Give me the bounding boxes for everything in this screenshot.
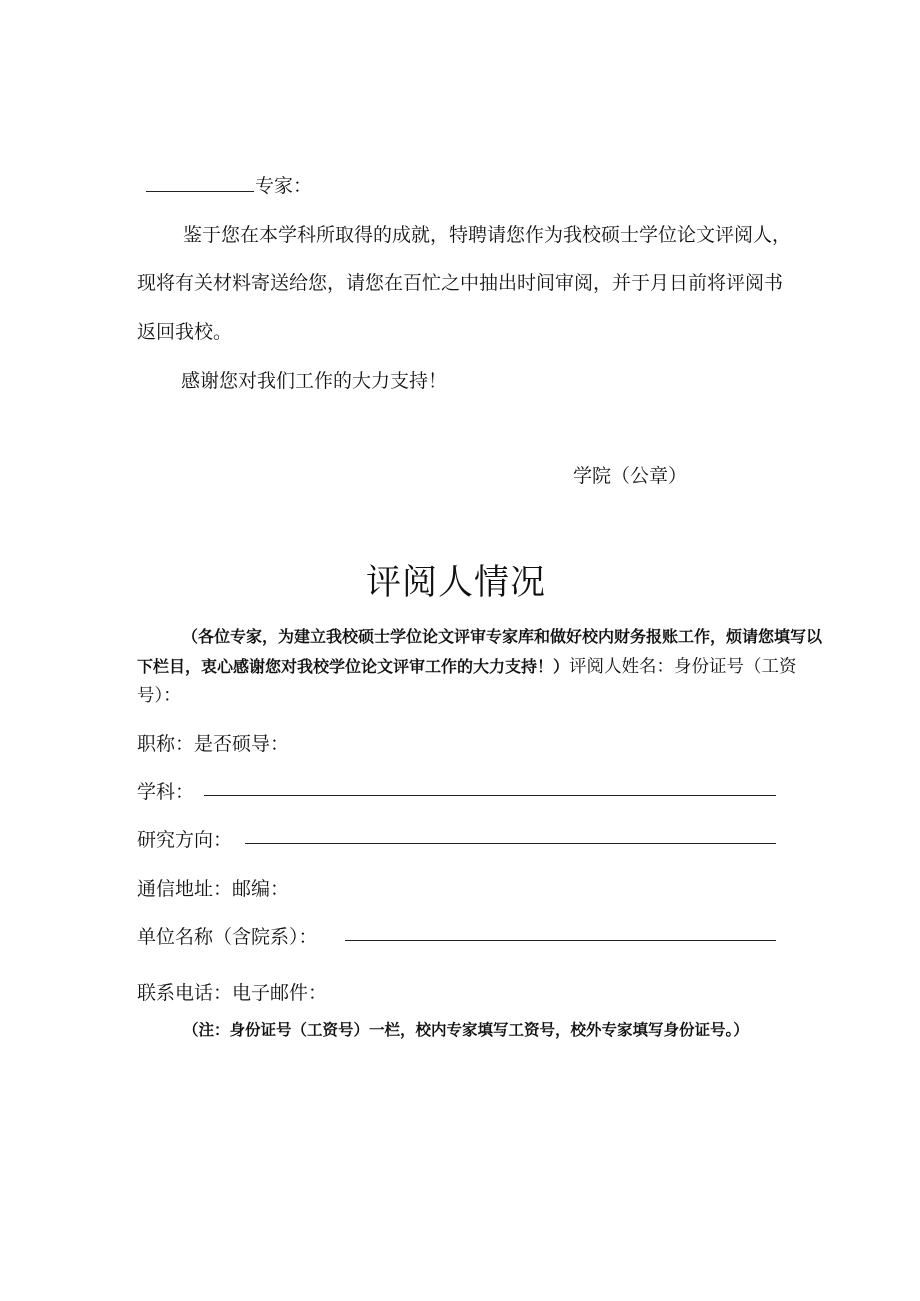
expert-name-blank[interactable] bbox=[146, 191, 254, 192]
field-discipline-label: 学科： bbox=[137, 781, 195, 803]
reviewer-intro bbox=[137, 622, 827, 711]
footnote: （注：身份证号（工资号）一栏，校内专家填写工资号，校外专家填写身份证号。） bbox=[183, 1021, 749, 1039]
letter-thanks: 感谢您对我们工作的大力支持！ bbox=[181, 370, 448, 392]
field-research-label: 研究方向： bbox=[137, 829, 233, 851]
field-phone-email: 联系电话：电子邮件： bbox=[137, 982, 328, 1004]
letter-paragraph-line-3: 返回我校。 bbox=[137, 321, 233, 343]
field-address-postcode: 通信地址：邮编： bbox=[137, 878, 290, 900]
intro-fields: 评阅人姓名：身份证号（工资号）： bbox=[137, 657, 797, 706]
field-research-line[interactable] bbox=[245, 843, 776, 844]
reviewer-title: 评阅人情况 bbox=[366, 563, 547, 603]
intro-request: （各位专家，为建立我校硕士学位论文评审专家库和做好校内财务报账工作，烦请您填写以下栏目，衷心感谢您对我校学位论文评审工作的大力支持！） bbox=[137, 627, 823, 676]
letter-paragraph-line-2: 现将有关材料寄送给您，请您在百忙之中抽出时间审阅，并于月日前将评阅书 bbox=[137, 272, 784, 294]
salutation: 专家： bbox=[255, 175, 313, 197]
signature-seal: 学院（公章） bbox=[573, 465, 688, 487]
field-title-supervisor: 职称：是否硕导： bbox=[137, 733, 290, 755]
field-organization-label: 单位名称（含院系）： bbox=[137, 926, 318, 948]
field-discipline-line[interactable] bbox=[204, 795, 776, 796]
field-organization-line[interactable] bbox=[345, 940, 776, 941]
letter-paragraph-line-1: 鉴于您在本学科所取得的成就，特聘请您作为我校硕士学位论文评阅人， bbox=[183, 224, 792, 246]
